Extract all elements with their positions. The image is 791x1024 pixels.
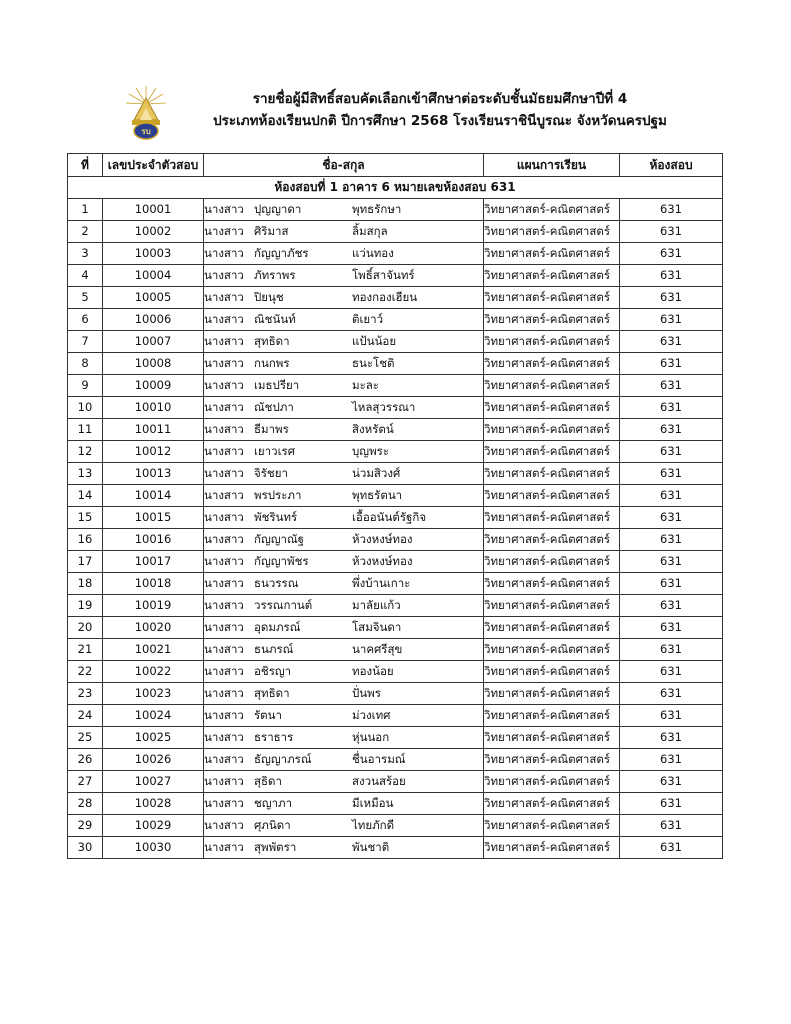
cell-study-plan: วิทยาศาสตร์-คณิตศาสตร์ [484,221,620,243]
cell-full-name [204,353,484,375]
cell-full-name [204,287,484,309]
cell-full-name [204,375,484,397]
table-row [68,221,723,243]
exam-room-group-label: ห้องสอบที่ 1 อาคาร 6 หมายเลขห้องสอบ 631 [68,177,723,199]
cell-exam-id: 10008 [103,353,204,375]
name-title: นางสาว [204,818,244,832]
first-name: สุทธิดา [254,686,290,700]
cell-study-plan: วิทยาศาสตร์-คณิตศาสตร์ [484,375,620,397]
name-title: นางสาว [204,642,244,656]
cell-no: 21 [68,639,103,661]
cell-exam-room: 631 [620,837,723,859]
cell-no: 22 [68,661,103,683]
cell-no: 19 [68,595,103,617]
name-title: นางสาว [204,356,244,370]
cell-full-name [204,705,484,727]
cell-exam-room: 631 [620,309,723,331]
cell-exam-id: 10017 [103,551,204,573]
cell-no: 14 [68,485,103,507]
column-header-exam-room: ห้องสอบ [620,154,723,177]
cell-study-plan: วิทยาศาสตร์-คณิตศาสตร์ [484,485,620,507]
last-name: โพธิ์สาจันทร์ [352,268,415,282]
cell-no: 17 [68,551,103,573]
table-row [68,199,723,221]
table-row [68,639,723,661]
name-title: นางสาว [204,268,244,282]
cell-exam-id: 10014 [103,485,204,507]
table-row [68,397,723,419]
cell-exam-id: 10015 [103,507,204,529]
table-row [68,617,723,639]
first-name: ณัชปภา [254,400,294,414]
first-name: สุธิดา [254,774,282,788]
table-row [68,265,723,287]
candidate-table [67,153,723,859]
cell-full-name [204,507,484,529]
cell-study-plan: วิทยาศาสตร์-คณิตศาสตร์ [484,683,620,705]
cell-full-name [204,221,484,243]
cell-full-name [204,551,484,573]
cell-no: 27 [68,771,103,793]
cell-exam-room: 631 [620,771,723,793]
cell-full-name [204,617,484,639]
name-title: นางสาว [204,466,244,480]
table-row [68,771,723,793]
group-header-row [68,177,723,199]
cell-exam-room: 631 [620,727,723,749]
cell-exam-room: 631 [620,353,723,375]
cell-no: 16 [68,529,103,551]
cell-no: 18 [68,573,103,595]
name-title: นางสาว [204,246,244,260]
cell-study-plan: วิทยาศาสตร์-คณิตศาสตร์ [484,551,620,573]
cell-full-name [204,727,484,749]
cell-no: 2 [68,221,103,243]
first-name: จิรัชยา [254,466,288,480]
table-row [68,331,723,353]
cell-no: 30 [68,837,103,859]
cell-no: 8 [68,353,103,375]
cell-no: 23 [68,683,103,705]
last-name: ธนะโชติ [352,356,395,370]
cell-study-plan: วิทยาศาสตร์-คณิตศาสตร์ [484,287,620,309]
last-name: ห้วงหงษ์ทอง [352,554,413,568]
name-title: นางสาว [204,554,244,568]
name-title: นางสาว [204,488,244,502]
table-row [68,727,723,749]
cell-no: 26 [68,749,103,771]
name-title: นางสาว [204,422,244,436]
cell-no: 12 [68,441,103,463]
name-title: นางสาว [204,400,244,414]
cell-no: 24 [68,705,103,727]
table-row [68,309,723,331]
cell-no: 15 [68,507,103,529]
name-title: นางสาว [204,290,244,304]
cell-exam-id: 10029 [103,815,204,837]
cell-full-name [204,265,484,287]
cell-no: 25 [68,727,103,749]
cell-exam-room: 631 [620,463,723,485]
header-title: รายชื่อผู้มีสิทธิ์สอบคัดเลือกเข้าศึกษาต่อระดับชั้นมัธยมศึกษาปีที่ 4 [252,91,628,107]
last-name: น่วมสิวงศ์ [352,466,401,480]
first-name: ธัญญาภรณ์ [254,752,312,766]
last-name: ห้วงหงษ์ทอง [352,532,413,546]
cell-full-name [204,837,484,859]
cell-exam-room: 631 [620,573,723,595]
name-title: นางสาว [204,334,244,348]
cell-no: 5 [68,287,103,309]
cell-study-plan: วิทยาศาสตร์-คณิตศาสตร์ [484,243,620,265]
name-title: นางสาว [204,202,244,216]
table-row [68,793,723,815]
last-name: สิงหรัตน์ [352,422,394,436]
column-header-no: ที่ [68,154,103,177]
cell-exam-id: 10027 [103,771,204,793]
cell-exam-id: 10028 [103,793,204,815]
last-name: ลิ้มสกุล [352,224,388,238]
first-name: พรประภา [254,488,302,502]
cell-full-name [204,661,484,683]
cell-exam-id: 10019 [103,595,204,617]
table-header-row [68,154,723,177]
cell-no: 4 [68,265,103,287]
first-name: กนกพร [254,356,290,370]
cell-study-plan: วิทยาศาสตร์-คณิตศาสตร์ [484,661,620,683]
last-name: แป้นน้อย [352,334,397,348]
cell-full-name [204,485,484,507]
cell-exam-id: 10025 [103,727,204,749]
first-name: ปิยนุช [254,290,284,304]
cell-study-plan: วิทยาศาสตร์-คณิตศาสตร์ [484,705,620,727]
last-name: พุทธรักษา [352,202,402,216]
cell-no: 11 [68,419,103,441]
column-header-name: ชื่อ-สกุล [204,154,484,177]
cell-study-plan: วิทยาศาสตร์-คณิตศาสตร์ [484,463,620,485]
last-name: มะละ [352,378,379,392]
cell-exam-room: 631 [620,595,723,617]
last-name: พึ่งบ้านเกาะ [352,576,411,590]
table-row [68,551,723,573]
cell-study-plan: วิทยาศาสตร์-คณิตศาสตร์ [484,837,620,859]
first-name: ธราธาร [254,730,294,744]
cell-study-plan: วิทยาศาสตร์-คณิตศาสตร์ [484,309,620,331]
cell-study-plan: วิทยาศาสตร์-คณิตศาสตร์ [484,397,620,419]
cell-no: 9 [68,375,103,397]
cell-exam-id: 10002 [103,221,204,243]
first-name: วรรณกานต์ [254,598,313,612]
cell-exam-id: 10010 [103,397,204,419]
cell-exam-room: 631 [620,749,723,771]
cell-exam-id: 10005 [103,287,204,309]
table-row [68,507,723,529]
table-row [68,573,723,595]
cell-study-plan: วิทยาศาสตร์-คณิตศาสตร์ [484,419,620,441]
cell-exam-room: 631 [620,375,723,397]
cell-study-plan: วิทยาศาสตร์-คณิตศาสตร์ [484,617,620,639]
name-title: นางสาว [204,774,244,788]
name-title: นางสาว [204,664,244,678]
emblem-monogram: รบ [141,127,151,136]
table-row [68,529,723,551]
cell-exam-id: 10011 [103,419,204,441]
cell-exam-room: 631 [620,441,723,463]
cell-full-name [204,441,484,463]
column-header-exam-id: เลขประจำตัวสอบ [103,154,204,177]
cell-full-name [204,309,484,331]
table-row [68,485,723,507]
cell-full-name [204,397,484,419]
table-row [68,661,723,683]
last-name: โสมจินดา [352,620,402,634]
cell-exam-room: 631 [620,683,723,705]
cell-exam-room: 631 [620,529,723,551]
table-row [68,837,723,859]
first-name: ศุภนิดา [254,818,291,832]
first-name: ชญาภา [254,796,293,810]
cell-study-plan: วิทยาศาสตร์-คณิตศาสตร์ [484,727,620,749]
last-name: ติเยาว์ [352,312,384,326]
cell-exam-room: 631 [620,507,723,529]
first-name: เมธปรียา [254,378,300,392]
name-title: นางสาว [204,840,244,854]
table-row [68,749,723,771]
name-title: นางสาว [204,752,244,766]
first-name: ศิริมาส [254,224,289,238]
cell-full-name [204,815,484,837]
column-header-study-plan: แผนการเรียน [484,154,620,177]
header-subtitle: ประเภทห้องเรียนปกติ ปีการศึกษา 2568 โรงเรียนราชินีบูรณะ จังหวัดนครปฐม [213,113,667,129]
last-name: ชื่นอารมณ์ [352,752,406,766]
cell-full-name [204,243,484,265]
first-name: ธีมาพร [254,422,289,436]
table-row [68,375,723,397]
cell-no: 28 [68,793,103,815]
name-title: นางสาว [204,312,244,326]
first-name: กัญญาพัชร [254,554,309,568]
last-name: สงวนสร้อย [352,774,406,788]
last-name: ไทยภักดี [352,818,395,832]
cell-exam-id: 10003 [103,243,204,265]
last-name: ทองน้อย [352,664,394,678]
name-title: นางสาว [204,796,244,810]
first-name: อชิรญา [254,664,292,678]
cell-no: 7 [68,331,103,353]
cell-study-plan: วิทยาศาสตร์-คณิตศาสตร์ [484,595,620,617]
cell-full-name [204,331,484,353]
cell-exam-id: 10013 [103,463,204,485]
cell-exam-room: 631 [620,815,723,837]
name-title: นางสาว [204,576,244,590]
cell-exam-id: 10030 [103,837,204,859]
cell-study-plan: วิทยาศาสตร์-คณิตศาสตร์ [484,529,620,551]
last-name: ทองกองเฮียน [352,290,418,304]
cell-full-name [204,463,484,485]
cell-study-plan: วิทยาศาสตร์-คณิตศาสตร์ [484,199,620,221]
cell-exam-id: 10016 [103,529,204,551]
cell-full-name [204,749,484,771]
table-row [68,815,723,837]
table-row [68,705,723,727]
cell-no: 10 [68,397,103,419]
cell-exam-id: 10018 [103,573,204,595]
last-name: บุญพระ [352,444,390,458]
name-title: นางสาว [204,510,244,524]
first-name: ปุญญาดา [254,202,302,216]
name-title: นางสาว [204,444,244,458]
cell-exam-room: 631 [620,661,723,683]
last-name: มาลัยแก้ว [352,598,401,612]
cell-full-name [204,199,484,221]
name-title: นางสาว [204,378,244,392]
name-title: นางสาว [204,686,244,700]
cell-exam-room: 631 [620,265,723,287]
table-row [68,441,723,463]
cell-study-plan: วิทยาศาสตร์-คณิตศาสตร์ [484,573,620,595]
cell-study-plan: วิทยาศาสตร์-คณิตศาสตร์ [484,507,620,529]
first-name: ธนวรรณ [254,576,299,590]
last-name: มีเหมือน [352,796,394,810]
first-name: กัญญาภัชร [254,246,309,260]
cell-full-name [204,639,484,661]
cell-exam-id: 10012 [103,441,204,463]
cell-exam-id: 10022 [103,661,204,683]
first-name: สุทธิดา [254,334,290,348]
cell-exam-id: 10006 [103,309,204,331]
name-title: นางสาว [204,598,244,612]
last-name: นาคศรีสุข [352,642,403,656]
table-row [68,353,723,375]
first-name: อุดมภรณ์ [254,620,301,634]
first-name: พัชรินทร์ [254,510,298,524]
cell-exam-room: 631 [620,221,723,243]
cell-study-plan: วิทยาศาสตร์-คณิตศาสตร์ [484,771,620,793]
first-name: กัญญาณัฐ [254,532,305,546]
cell-study-plan: วิทยาศาสตร์-คณิตศาสตร์ [484,441,620,463]
cell-full-name [204,771,484,793]
last-name: ไหลสุวรรณา [352,400,416,414]
last-name: ม่วงเทศ [352,708,391,722]
cell-exam-room: 631 [620,397,723,419]
cell-exam-id: 10001 [103,199,204,221]
cell-full-name [204,595,484,617]
first-name: รัตนา [254,708,282,722]
cell-exam-id: 10026 [103,749,204,771]
cell-exam-id: 10007 [103,331,204,353]
first-name: ภัทราพร [254,268,296,282]
last-name: แว่นทอง [352,246,394,260]
cell-exam-room: 631 [620,199,723,221]
cell-full-name [204,419,484,441]
cell-exam-room: 631 [620,551,723,573]
cell-exam-id: 10024 [103,705,204,727]
cell-exam-room: 631 [620,485,723,507]
last-name: หุ่นนอก [352,730,390,744]
first-name: เยาวเรศ [254,444,295,458]
first-name: สุพพัตรา [254,840,297,854]
cell-exam-id: 10004 [103,265,204,287]
table-row [68,595,723,617]
cell-study-plan: วิทยาศาสตร์-คณิตศาสตร์ [484,353,620,375]
table-row [68,287,723,309]
cell-exam-room: 631 [620,331,723,353]
cell-no: 1 [68,199,103,221]
cell-study-plan: วิทยาศาสตร์-คณิตศาสตร์ [484,331,620,353]
cell-exam-room: 631 [620,287,723,309]
last-name: ปั่นพร [352,686,381,700]
cell-no: 13 [68,463,103,485]
cell-no: 29 [68,815,103,837]
name-title: นางสาว [204,532,244,546]
cell-study-plan: วิทยาศาสตร์-คณิตศาสตร์ [484,639,620,661]
name-title: นางสาว [204,620,244,634]
cell-full-name [204,793,484,815]
cell-full-name [204,529,484,551]
cell-study-plan: วิทยาศาสตร์-คณิตศาสตร์ [484,749,620,771]
table-row [68,243,723,265]
cell-exam-id: 10023 [103,683,204,705]
cell-no: 3 [68,243,103,265]
name-title: นางสาว [204,708,244,722]
document-header [180,88,700,132]
table-row [68,419,723,441]
table-row [68,463,723,485]
first-name: ธนภรณ์ [254,642,294,656]
cell-exam-id: 10009 [103,375,204,397]
cell-no: 20 [68,617,103,639]
cell-exam-room: 631 [620,243,723,265]
last-name: พันชาติ [352,840,390,854]
cell-exam-room: 631 [620,705,723,727]
name-title: นางสาว [204,730,244,744]
cell-exam-room: 631 [620,617,723,639]
school-emblem-logo [124,84,168,142]
cell-full-name [204,683,484,705]
table-row [68,683,723,705]
cell-exam-room: 631 [620,793,723,815]
cell-exam-id: 10021 [103,639,204,661]
last-name: พุทธรัตนา [352,488,403,502]
cell-no: 6 [68,309,103,331]
cell-study-plan: วิทยาศาสตร์-คณิตศาสตร์ [484,793,620,815]
last-name: เอื้ออนันต์รัฐกิจ [352,510,427,524]
first-name: ณิชนันท์ [254,312,296,326]
cell-exam-room: 631 [620,639,723,661]
name-title: นางสาว [204,224,244,238]
cell-exam-room: 631 [620,419,723,441]
cell-exam-id: 10020 [103,617,204,639]
cell-study-plan: วิทยาศาสตร์-คณิตศาสตร์ [484,265,620,287]
cell-full-name [204,573,484,595]
cell-study-plan: วิทยาศาสตร์-คณิตศาสตร์ [484,815,620,837]
